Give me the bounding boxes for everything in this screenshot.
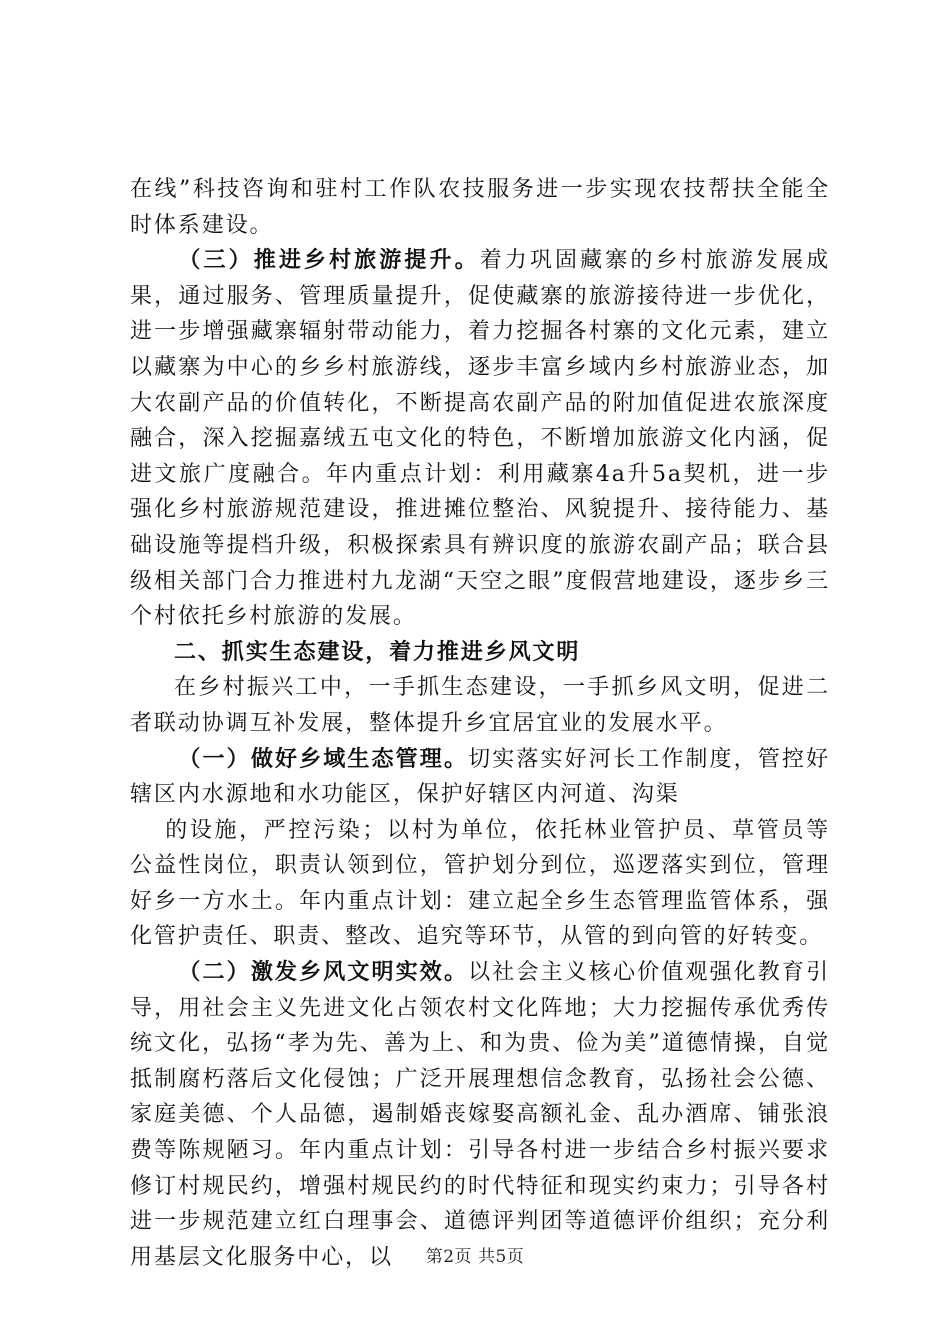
paragraph (130, 742, 830, 813)
section-lead: （一）做好乡域生态管理。 (178, 745, 469, 772)
paragraph (130, 955, 830, 1275)
document-body (130, 172, 830, 1275)
paragraph-text: 在线”科技咨询和驻村工作队农技服务进一步实现农技帮扶全能全时体系建设。 (130, 177, 830, 238)
page-number-label: 第2页 共5页 (425, 1247, 525, 1267)
page-footer (0, 1242, 950, 1267)
paragraph-text: 着力巩固藏寨的乡村旅游发展成果，通过服务、管理质量提升，促使藏寨的旅游接待进一步优化，进一步增强藏寨辐射带动能力，着力挖掘各村寨的文化元素，建立以藏寨为中心的乡乡村旅游线，逐步丰富乡域内乡村旅游业态，加大农副产品的价值转化，不断提高农副产品的附加值促进农旅深度融合，深入挖掘嘉绒五屯文化的特色，不断增加旅游文化内涵，促进文旅广度融合。年内重点计划：利用藏寨4a升5a契机，进一步强化乡村旅游规范建设，推进摊位整治、风貌提升、接待能力、基础设施等提档升级，积极探索具有辨识度的旅游农副产品；联合县级相关部门合力推进村九龙湖“天空之眼”度假营地建设，逐步乡三个村依托乡村旅游的发展。 (130, 248, 830, 630)
paragraph-text: 以社会主义核心价值观强化教育引导，用社会主义先进文化占领农村文化阵地；大力挖掘传承优秀传统文化，弘扬“孝为先、善为上、和为贵、俭为美”道德情操，自觉抵制腐朽落后文化侵蚀；广泛开展理想信念教育，弘扬社会公德、家庭美德、个人品德，遏制婚丧嫁娶高额礼金、乱办酒席、铺张浪费等陈规陋习。年内重点计划：引导各村进一步结合乡村振兴要求修订村规民约，增强村规民约的时代特征和现实约束力；引导各村进一步规范建立红白理事会、道德评判团等道德评价组织；充分利用基层文化服务中心，以 (130, 960, 830, 1270)
section-heading (130, 635, 830, 671)
paragraph (130, 670, 830, 741)
paragraph (130, 172, 830, 243)
heading-text: 二、抓实生态建设，着力推进乡风文明 (174, 638, 581, 665)
section-lead: （三）推进乡村旅游提升。 (178, 247, 480, 274)
paragraph-text: 在乡村振兴工中，一手抓生态建设，一手抓乡风文明，促进二者联动协调互补发展，整体提升乡宜居宜业的发展水平。 (130, 675, 830, 736)
paragraph-text: 的设施，严控污染；以村为单位，依托林业管护员、草管员等公益性岗位，职责认领到位，管护划分到位，巡逻落实到位，管理好乡一方水土。年内重点计划：建立起全乡生态管理监管体系，强化管护责任、职责、整改、追究等环节，从管的到向管的好转变。 (130, 817, 830, 950)
paragraph-text: 切实落实好河长工作制度，管控好辖区内水源地和水功能区，保护好辖区内河道、沟渠 (130, 746, 830, 808)
section-lead: （二）激发乡风文明实效。 (178, 959, 469, 986)
paragraph (130, 243, 830, 635)
paragraph (130, 813, 830, 955)
